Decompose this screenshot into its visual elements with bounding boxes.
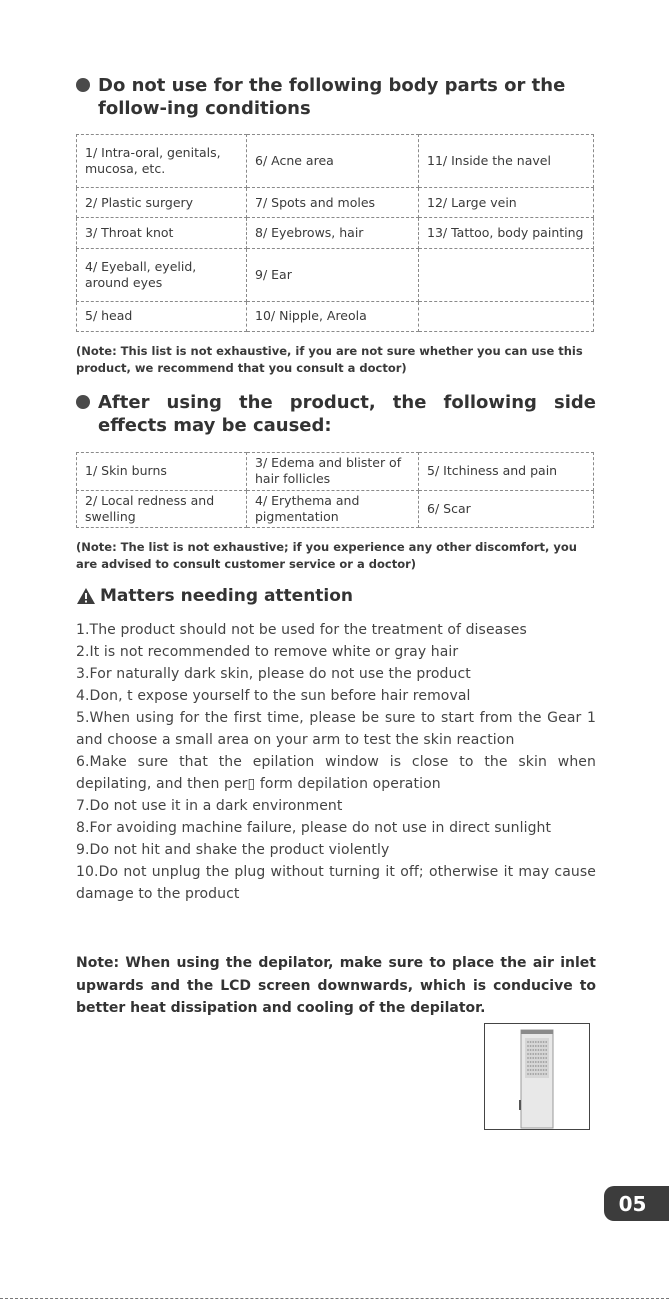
table-row: [77, 218, 594, 248]
list-item: 5.When using for the first time, please be sure to start from the Gear 1 and choose a small area on your arm to test the skin reaction: [76, 710, 596, 748]
section-heading-contraindications: Do not use for the following body parts or the follow-ing conditions: [76, 74, 596, 120]
table-cell: 11/ Inside the navel: [419, 135, 594, 188]
warning-triangle-icon: [76, 587, 96, 605]
table-cell: 1/ Skin burns: [77, 453, 247, 491]
list-item: 3.For naturally dark skin, please do not use the product: [76, 666, 471, 682]
table-cell: 9/ Ear: [247, 248, 419, 301]
contraindications-note: (Note: This list is not exhaustive, if you are not sure whether you can use this product, we recommend that you consult a doctor): [76, 344, 583, 375]
table-cell: 2/ Plastic surgery: [77, 188, 247, 218]
attention-list: [76, 619, 596, 905]
depilator-illustration: [484, 1023, 590, 1130]
table-cell: 3/ Throat knot: [77, 218, 247, 248]
table-cell: 10/ Nipple, Areola: [247, 301, 419, 331]
table-cell: 7/ Spots and moles: [247, 188, 419, 218]
attention-heading: Matters needing attention: [76, 586, 353, 606]
list-item: 10.Do not unplug the plug without turning it off; otherwise it may cause damage to the product: [76, 864, 596, 902]
bullet-dot-icon: [76, 395, 90, 409]
table-row: [77, 135, 594, 188]
table-cell: 8/ Eyebrows, hair: [247, 218, 419, 248]
table-cell: 4/ Erythema and pigmentation: [247, 490, 419, 528]
table-cell: 6/ Acne area: [247, 135, 419, 188]
list-item: 4.Don, t expose yourself to the sun before hair removal: [76, 688, 471, 704]
list-item: 1.The product should not be used for the treatment of diseases: [76, 622, 527, 638]
table-cell: [419, 301, 594, 331]
table-cell: 1/ Intra-oral, genitals, mucosa, etc.: [77, 135, 247, 188]
table-cell: 3/ Edema and blister of hair follicles: [247, 453, 419, 491]
page-number-badge: 05: [604, 1186, 669, 1221]
section-heading-side-effects: After using the product, the following side effects may be caused:: [76, 391, 596, 437]
table-cell: 4/ Eyeball, eyelid, around eyes: [77, 248, 247, 301]
placement-note: Note: When using the depilator, make sure to place the air inlet upwards and the LCD screen downwards, which is conducive to better heat dissipation and cooling of the depilator.: [76, 955, 596, 1016]
table-row: [77, 301, 594, 331]
table-row: [77, 453, 594, 491]
table-cell: 5/ head: [77, 301, 247, 331]
table-cell: 13/ Tattoo, body painting: [419, 218, 594, 248]
table-row: [77, 248, 594, 301]
table-row: [77, 188, 594, 218]
table-cell: [419, 248, 594, 301]
list-item: 9.Do not hit and shake the product violently: [76, 842, 390, 858]
table-cell: 5/ Itchiness and pain: [419, 453, 594, 491]
list-item: 7.Do not use it in a dark environment: [76, 798, 343, 814]
side-effects-table: [76, 452, 594, 528]
list-item: 8.For avoiding machine failure, please do not use in direct sunlight: [76, 820, 552, 836]
table-cell: 12/ Large vein: [419, 188, 594, 218]
depilator-device-icon: [485, 1024, 589, 1129]
table-cell: 6/ Scar: [419, 490, 594, 528]
contraindications-table: [76, 134, 594, 332]
table-cell: 2/ Local redness and swelling: [77, 490, 247, 528]
list-item: 2.It is not recommended to remove white or gray hair: [76, 644, 459, 660]
list-item: 6.Make sure that the epilation window is close to the skin when depilating, and then per▯ form depilation operation: [76, 754, 596, 792]
table-row: [77, 490, 594, 528]
bullet-dot-icon: [76, 78, 90, 92]
side-effects-note: (Note: The list is not exhaustive; if you experience any other discomfort, you are advised to consult customer service or a doctor): [76, 540, 577, 571]
